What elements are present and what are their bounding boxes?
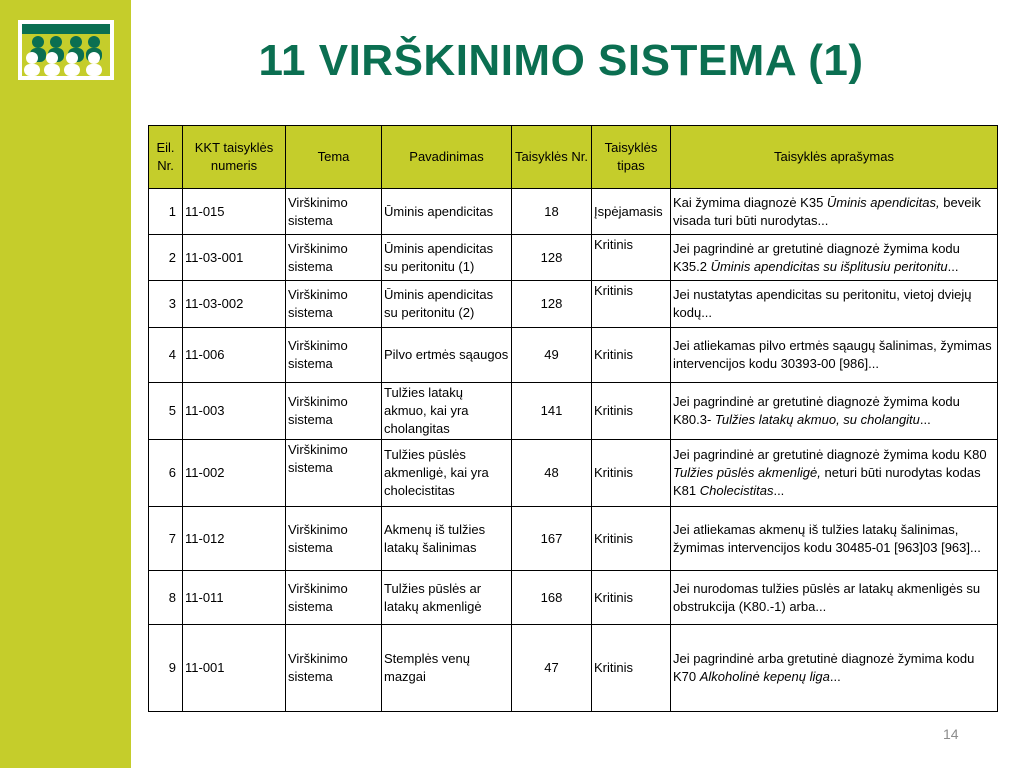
desc-italic: Ūminis apendicitas su išplitusiu peritonitu [710,258,948,274]
cell-aprasymas [671,440,998,507]
cell-aprasymas [671,571,998,625]
cell-pavadinimas: Ūminis apendicitas su peritonitu (1) [382,235,512,281]
desc-text: ... [773,483,785,498]
header-taisykles-tipas: Taisyklės tipas [592,126,671,189]
cell-aprasymas [671,281,998,328]
cell-pavadinimas: Ūminis apendicitas su peritonitu (2) [382,281,512,328]
table-row [149,189,998,235]
cell-tema: Virškinimo sistema [286,383,382,440]
cell-taisykles-nr: 48 [512,440,592,507]
table-row [149,440,998,507]
header-tema: Tema [286,126,382,189]
header-pavadinimas: Pavadinimas [382,126,512,189]
cell-taisykles-nr: 128 [512,235,592,281]
cell-nr: 3 [149,281,183,328]
cell-tema: Virškinimo sistema [286,571,382,625]
desc-text: Kai žymima diagnozė K35 [673,194,827,210]
desc-text: ... [947,258,959,274]
cell-tema: Virškinimo sistema [286,328,382,383]
desc-text: beveik visada turi būti nurodytas... [673,194,981,228]
cell-tipas: Kritinis [592,281,671,328]
cell-tema: Virškinimo sistema [286,440,382,507]
cell-tema: Virškinimo sistema [286,189,382,235]
cell-aprasymas [671,328,998,383]
sidebar-accent-bar [0,0,131,768]
desc-italic: Cholecistitas [699,483,774,498]
cell-kkt: 11-012 [183,507,286,571]
cell-pavadinimas: Pilvo ertmės sąaugos [382,328,512,383]
desc-text: Jei atliekamas pilvo ertmės sąaugų šalinimas, žymimas intervencijos kodu 30393-00 [986]... [673,338,992,371]
cell-pavadinimas: Tulžies pūslės akmenligė, kai yra cholecistitas [382,440,512,507]
table-row [149,625,998,712]
cell-taisykles-nr: 18 [512,189,592,235]
cell-nr: 9 [149,625,183,712]
cell-nr: 7 [149,507,183,571]
desc-italic: Tulžies pūslės akmenligė, [673,465,821,480]
cell-tipas: Kritinis [592,625,671,712]
cell-tipas: Kritinis [592,383,671,440]
header-eil-nr: Eil. Nr. [149,126,183,189]
cell-kkt: 11-03-002 [183,281,286,328]
cell-nr: 2 [149,235,183,281]
cell-kkt: 11-011 [183,571,286,625]
table-header-row [149,126,998,189]
cell-kkt: 11-006 [183,328,286,383]
rules-table [148,125,998,712]
cell-pavadinimas: Tulžies latakų akmuo, kai yra cholangitas [382,383,512,440]
cell-kkt: 11-001 [183,625,286,712]
table-row [149,383,998,440]
desc-text: Jei pagrindinė arba gretutinė diagnozė žymima kodu K70 [673,651,975,684]
cell-tipas: Kritinis [592,571,671,625]
cell-pavadinimas: Ūminis apendicitas [382,189,512,235]
desc-text: Jei atliekamas akmenų iš tulžies latakų šalinimas, žymimas intervencijos kodu 30485-01 [963]03 [963]... [673,521,981,555]
header-kkt-numeris: KKT taisyklės numeris [183,126,286,189]
cell-aprasymas [671,507,998,571]
page-number: 14 [943,726,959,742]
cell-taisykles-nr: 167 [512,507,592,571]
cell-nr: 1 [149,189,183,235]
desc-text: neturi būti nurodytas kodas K81 [673,465,981,498]
cell-nr: 6 [149,440,183,507]
desc-text: Jei pagrindinė ar gretutinė diagnozė žymima kodu K80.3- [673,394,960,427]
cell-nr: 8 [149,571,183,625]
table-row [149,507,998,571]
slide-title: 11 VIRŠKINIMO SISTEMA (1) [258,36,864,85]
desc-text: Jei nurodomas tulžies pūslės ar latakų akmenligės su obstrukcija (K80.-1) arba... [673,580,981,614]
table-row [149,571,998,625]
header-taisykles-aprasymas: Taisyklės aprašymas [671,126,998,189]
cell-pavadinimas: Stemplės venų mazgai [382,625,512,712]
cell-tema: Virškinimo sistema [286,625,382,712]
table-row [149,281,998,328]
desc-text: Jei pagrindinė ar gretutinė diagnozė žymima kodu K80 [673,447,987,462]
desc-text: ... [919,412,931,427]
cell-kkt: 11-002 [183,440,286,507]
cell-kkt: 11-015 [183,189,286,235]
cell-taisykles-nr: 168 [512,571,592,625]
cell-tipas: Kritinis [592,440,671,507]
desc-italic: Ūminis apendicitas, [826,194,940,210]
desc-text: Jei pagrindinė ar gretutinė diagnozė žymima kodu K35.2 [673,240,960,274]
header-taisykles-nr: Taisyklės Nr. [512,126,592,189]
cell-nr: 5 [149,383,183,440]
cell-taisykles-nr: 47 [512,625,592,712]
cell-kkt: 11-03-001 [183,235,286,281]
desc-italic: Alkoholinė kepenų liga [699,669,830,684]
cell-aprasymas [671,383,998,440]
people-logo-icon [18,20,114,80]
cell-pavadinimas: Akmenų iš tulžies latakų šalinimas [382,507,512,571]
cell-tema: Virškinimo sistema [286,281,382,328]
cell-nr: 4 [149,328,183,383]
desc-italic: Tulžies latakų akmuo, su cholangitu [714,412,920,427]
table-row [149,235,998,281]
cell-taisykles-nr: 141 [512,383,592,440]
cell-tipas: Įspėjamasis [592,189,671,235]
table-row [149,328,998,383]
cell-pavadinimas: Tulžies pūslės ar latakų akmenligė [382,571,512,625]
desc-text: Jei nustatytas apendicitas su peritonitu, vietoj dviejų kodų... [673,287,972,320]
cell-tipas: Kritinis [592,507,671,571]
cell-tipas: Kritinis [592,328,671,383]
desc-text: ... [829,669,841,684]
cell-tipas: Kritinis [592,235,671,281]
cell-tema: Virškinimo sistema [286,507,382,571]
cell-tema: Virškinimo sistema [286,235,382,281]
cell-taisykles-nr: 49 [512,328,592,383]
cell-aprasymas [671,189,998,235]
cell-taisykles-nr: 128 [512,281,592,328]
cell-aprasymas [671,625,998,712]
cell-aprasymas [671,235,998,281]
cell-kkt: 11-003 [183,383,286,440]
